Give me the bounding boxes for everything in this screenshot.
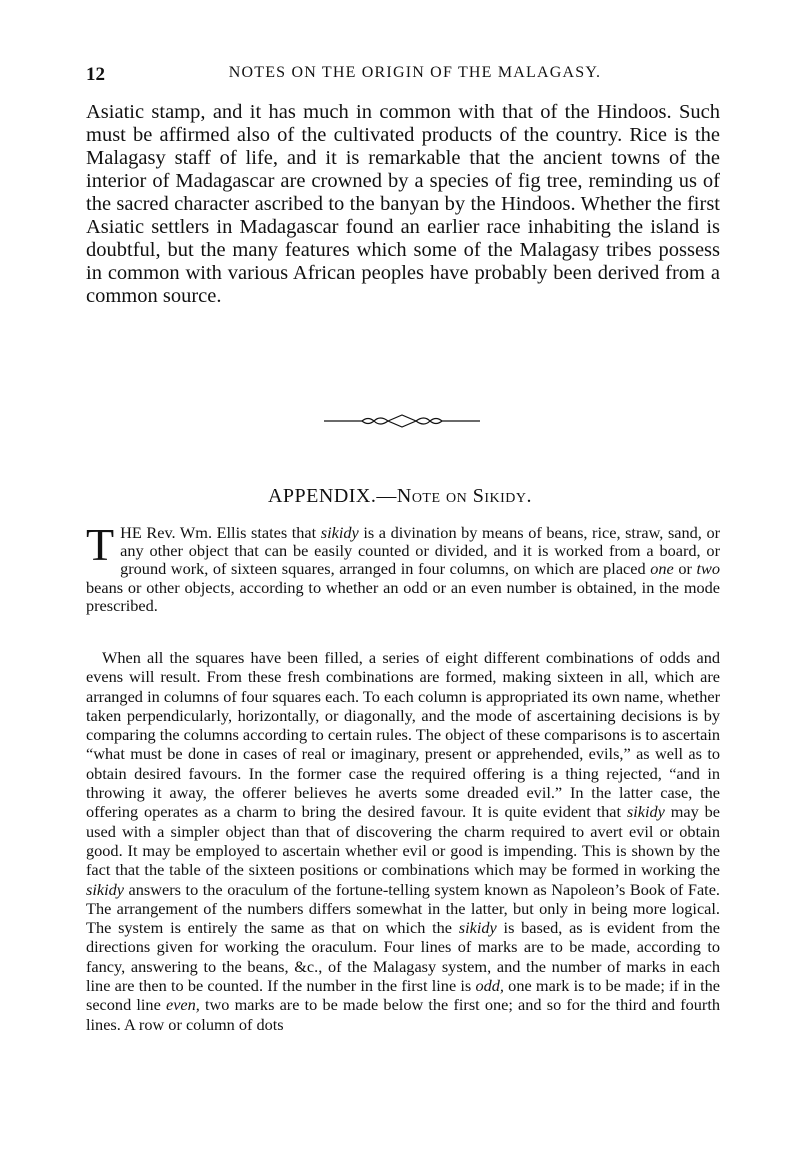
emphasis-even: even,	[165, 995, 200, 1015]
text-run: When all the squares have been filled, a series of eight different combinations of odds and evens will result. From these fresh combinations are formed, making sixteen in all, which are arranged in columns of four squares each. To each column is appropriated its own name, whether taken perpendicularly, horizontally, or diagonally, and the mode of ascertaining decisions is by comparing the columns according to certain rules. The object of these comparisons is to ascertain “what must be done in cases of real or imaginary, present or apprehended, evils,” as well as to obtain desired favours. In the former case the required offering is a thing rejected, “and in throwing it away, the offerer believes he averts some dreaded evil.” In the latter case, the offering operates as a charm to bring the desired favour. It is quite evident that	[86, 648, 721, 822]
text-run: is based, as is evident from the directions given for working the oraculum. Four lines of marks are to be made, according to fancy, answering to the beans, &c., of the Malagasy system, and the number of marks in each line are then to be counted. If the number in the first line is	[86, 918, 720, 996]
text-run: two marks are to be made below the first one; and so for the third and fourth lines. A row or column of dots	[86, 995, 720, 1034]
appendix-title-note: Note on Sikidy.	[396, 485, 533, 507]
drop-cap: T	[86, 519, 115, 570]
term-sikidy: sikidy	[86, 879, 124, 899]
term-sikidy: sikidy	[320, 523, 359, 542]
text-run: may be used with a simpler object than that of discovering the charm required to avert evil or obtain good. It may be employed to ascertain whether evil or good is impending. This is shown by the fact that the table of the sixteen positions or combinations which may be formed in working the	[86, 802, 721, 880]
swirl-divider-ornament-icon	[322, 414, 482, 428]
text-run: is a divination by means of beans, rice, straw, sand, or any other object that can be easily counted or divided, and it is worked from a board, or ground work, of sixteen squares, arranged in four columns, on which are placed	[120, 523, 721, 579]
text-run: one mark is to be made; if in the second line	[86, 976, 721, 1015]
text-run: or	[673, 559, 697, 579]
running-title: NOTES ON THE ORIGIN OF THE MALAGASY.	[228, 64, 602, 81]
running-header	[86, 64, 720, 86]
text-run: beans or other objects, according to whether an odd or an even number is obtained, in the mode prescribed.	[86, 577, 720, 615]
appendix-title-prefix: APPENDIX.—	[267, 485, 397, 507]
appendix-paragraph-2	[86, 648, 720, 1034]
appendix-title	[0, 485, 800, 508]
text-run: answers to the oraculum of the fortune-telling system known as Napoleon’s Book of Fate. The arrangement of the numbers differs somewhat in the latter, but only in being more logical. The system is entirely the same as that on which the	[86, 879, 720, 938]
term-sikidy: sikidy	[626, 802, 665, 822]
intro-paragraph: Asiatic stamp, and it has much in common with that of the Hindoos. Such must be affirmed also of the cultivated products of the country. Rice is the Malagasy staff of life, and it is remarkable that the ancient towns of the interior of Madagascar are crowned by a species of fig tree, reminding us of the sacred character ascribed to the banyan by the Hindoos. Whether the first Asiatic settlers in Madagascar found an earlier race inhabiting the island is doubtful, but the many features which some of the Malagasy tribes possess in common with various African peoples have probably been derived from a common source.	[86, 101, 720, 307]
emphasis-odd: odd,	[475, 976, 504, 996]
page-number: 12	[86, 64, 105, 85]
text-run: HE Rev. Wm. Ellis states that	[120, 523, 321, 542]
emphasis-one: one	[650, 559, 674, 579]
appendix-paragraph-1	[86, 519, 721, 615]
term-sikidy: sikidy	[458, 918, 497, 938]
emphasis-two: two	[696, 559, 720, 579]
